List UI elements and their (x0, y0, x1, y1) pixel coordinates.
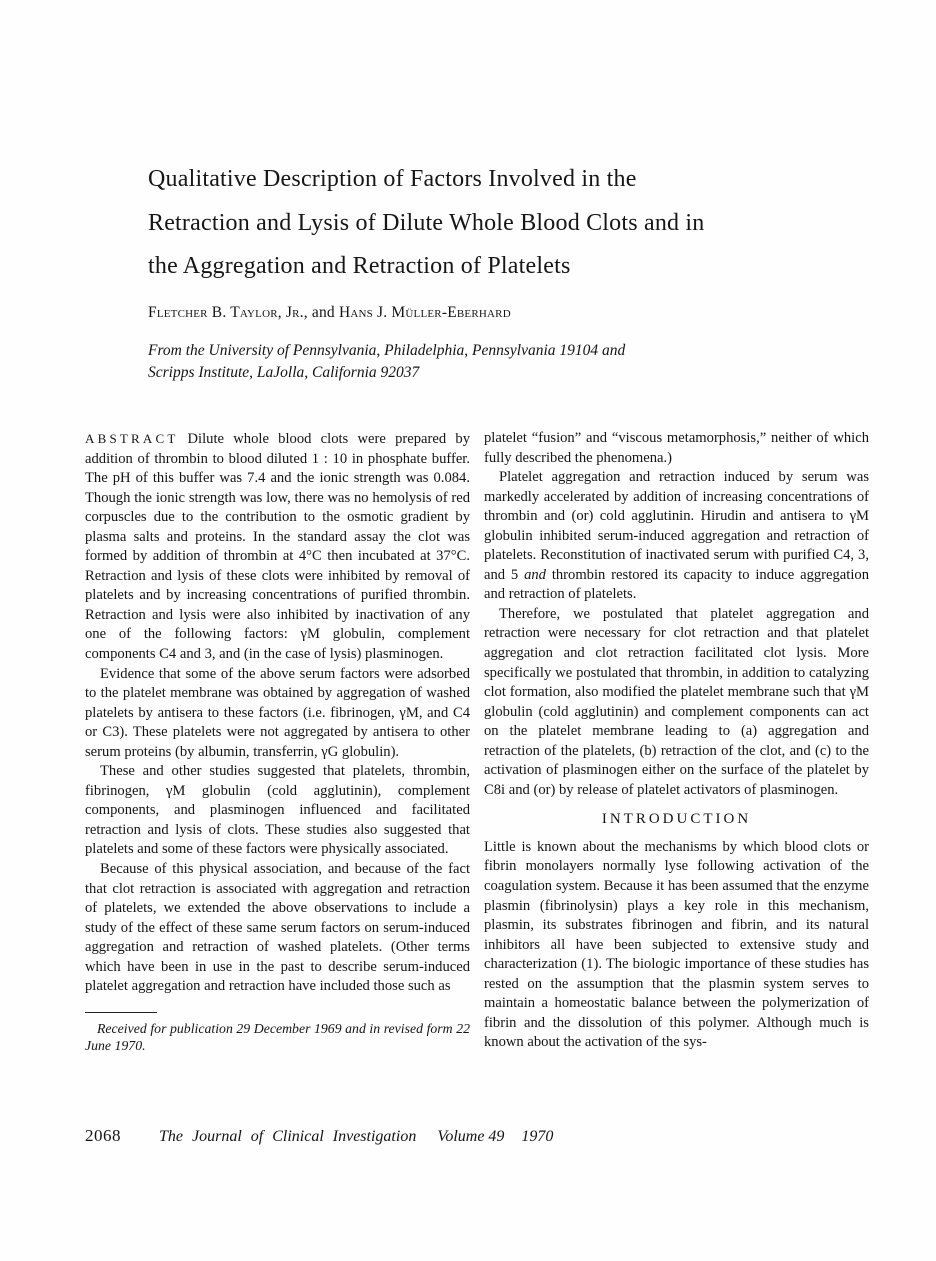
page-footer (85, 1126, 553, 1146)
footnote-text: Received for publication 29 December 1969 and in revised form 22 June 1970. (85, 1020, 470, 1054)
abstract-paragraph-2: Evidence that some of the above serum factors were adsorbed to the platelet membrane was obtained by aggregation of washed platelets by antisera to these factors (i.e. fibrinogen, γM, and C4 or C3). These platelets were not aggregated by antisera to other serum proteins (by albumin, transferrin, γG globulin). (85, 665, 470, 760)
right-paragraph-2-part-b: thrombin restored its capacity to induce aggregation and retraction of platelets. (484, 566, 869, 603)
left-column (85, 429, 470, 1055)
page-number: 2068 (85, 1126, 121, 1145)
body-columns (85, 429, 869, 1055)
right-column (484, 429, 869, 1055)
abstract-paragraph-1-text: Dilute whole blood clots were prepared by addition of thrombin to blood diluted 1 : 10 in phosphate buffer. The pH of this buffer was 7.4 and the ionic strength was 0.084. Though the ionic strength was low, there was no hemolysis of red corpuscles due to the contribution to the osmotic gradient by plasma salts and proteins. In the standard assay the clot was formed by addition of thrombin at 4°C then incubated at 37°C. Retraction and lysis of these clots were inhibited by removal of platelets and by increasing concentrations of purified thrombin. Retraction and lysis were also inhibited by inactivation of any one of the following factors: γM globulin, complement components C4 and 3, and (in the case of lysis) plasminogen. (85, 431, 470, 663)
right-paragraph-2-italic-and: and (524, 566, 546, 583)
abstract-paragraph-1 (85, 429, 470, 665)
authors-conjunction: and (307, 304, 339, 321)
author-2: Hans J. Müller-Eberhard (338, 304, 511, 321)
authors-line (148, 304, 511, 322)
author-1: Fletcher B. Taylor, Jr., (148, 304, 308, 321)
right-paragraph-2 (484, 468, 869, 605)
journal-year: 1970 (521, 1128, 554, 1145)
paper-title (148, 158, 705, 289)
journal-volume: Volume 49 (437, 1128, 505, 1145)
paper-title-line-2: Retraction and Lysis of Dilute Whole Blood Clots and in (148, 209, 705, 236)
affiliation-line-1: From the University of Pennsylvania, Philadelphia, Pennsylvania 19104 and (148, 342, 626, 359)
abstract-paragraph-3: These and other studies suggested that platelets, thrombin, fibrinogen, γM globulin (cold agglutinin), complement components, and plasminogen influenced and facilitated retraction and lysis of clots. These studies also suggested that platelets and some of these factors were physically associated. (85, 763, 470, 858)
paper-title-line-3: the Aggregation and Retraction of Platelets (148, 253, 571, 279)
affiliation (148, 340, 768, 384)
footnote-rule (85, 1012, 157, 1013)
right-paragraph-3: Therefore, we postulated that platelet aggregation and retraction were necessary for clot retraction and that platelet aggregation and clot retraction facilitated clot lysis. More specifically we postulated that thrombin, in addition to catalyzing clot formation, also modified the platelet membrane such that γM globulin (cold agglutinin) and complement components can act on the platelet membrane leading to (a) aggregation and retraction of the platelets, (b) retraction of the clot, and (c) to the activation of plasminogen either on the surface of the platelet by C8i and (or) by release of platelet activators of plasminogen. (484, 605, 869, 798)
abstract-label: ABSTRACT (85, 431, 179, 446)
introduction-heading: INTRODUCTION (601, 811, 752, 828)
abstract-paragraph-4: Because of this physical association, and because of the fact that clot retraction is associated with aggregation and retraction of platelets, we extended the above observations to include a study of the effect of these same serum factors on serum-induced aggregation and retraction of washed platelets. (Other terms which have been in use in the past to describe serum-induced platelet aggregation and retraction have included those such as (85, 861, 470, 995)
introduction-paragraph-1: Little is known about the mechanisms by which blood clots or fibrin monolayers normally lyse following activation of the coagulation system. Because it has been assumed that the enzyme plasmin (fibrinolysin) plays a key role in this mechanism, plasmin, its substrates fibrinogen and fibrin, and its natural inhibitors all have been subjected to extensive study and characterization (1). The biologic importance of these studies has rested on the assumption that the plasmin system serves to maintain a homeostatic balance between the polymerization of fibrin and the dissolution of this polymer. Although much is known about the activation of the sys- (484, 838, 869, 1051)
journal-name: The Journal of Clinical Investigation (159, 1128, 417, 1145)
right-paragraph-2-part-a: Platelet aggregation and retraction induced by serum was markedly accelerated by addition of increasing concentrations of thrombin and (or) cold agglutinin. Hirudin and antisera to γM globulin inhibited serum-induced aggregation and retraction of platelets. Reconstitution of inactivated serum with purified C4, 3, and 5 (484, 469, 869, 583)
right-paragraph-1: platelet “fusion” and “viscous metamorphosis,” neither of which fully described the phenomena.) (484, 430, 869, 466)
paper-title-line-1: Qualitative Description of Factors Involved in the (148, 166, 637, 192)
affiliation-line-2: Scripps Institute, LaJolla, California 92037 (148, 364, 420, 381)
received-footnote (85, 1012, 470, 1055)
